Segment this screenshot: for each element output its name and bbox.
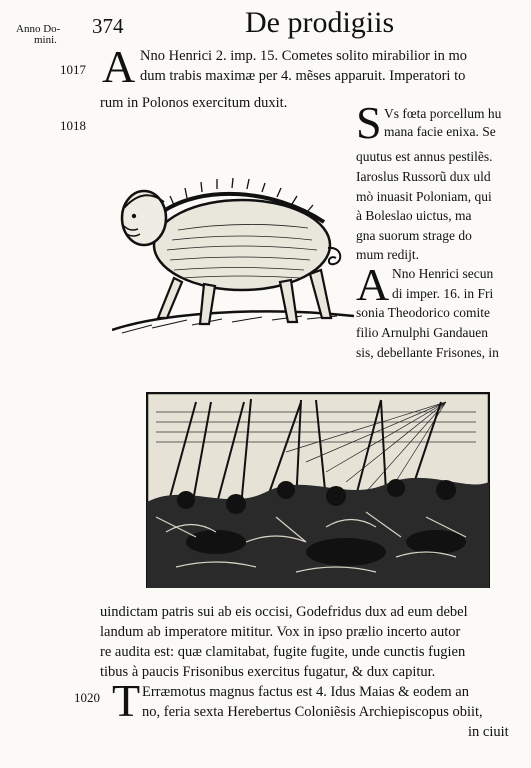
- text-line: filio Arnulphi Gandauen: [356, 325, 488, 340]
- drop-capital: T: [112, 675, 141, 726]
- year-marker: 1020: [74, 690, 100, 705]
- margin-note-line: mini.: [34, 34, 57, 46]
- text-line: gna suorum strage do: [356, 228, 472, 243]
- text-line: in ciuit: [468, 724, 509, 740]
- page-number: 374: [92, 14, 124, 38]
- margin-note-line: Anno Do-: [16, 23, 61, 35]
- year-marker: 1018: [60, 118, 86, 133]
- drop-capital: A: [102, 41, 136, 92]
- margin-note: [16, 24, 60, 46]
- text-line: no, feria sexta Herebertus Coloniẽsis Archiepiscopus obiit,: [142, 704, 483, 720]
- text-line: Erræmotus magnus factus est 4. Idus Maias & eodem an: [142, 684, 469, 700]
- text-line: mò inuasit Poloniam, qui: [356, 189, 492, 204]
- battle-woodcut: [146, 392, 490, 588]
- text-line: Iaroslus Russorũ dux uld: [356, 169, 491, 184]
- text-line: dum trabis maximæ per 4. mẽses apparuit. Imperatori to: [140, 68, 466, 84]
- running-head: De prodigiis: [245, 6, 395, 39]
- year-marker: 1017: [60, 62, 86, 77]
- text-line: Vs fœta porcellum hu: [384, 106, 502, 121]
- woodcut-illustration: [112, 170, 354, 345]
- text-line: rum in Polonos exercitum duxit.: [100, 95, 288, 111]
- text-line: uindictam patris sui ab eis occisi, Godefridus dux ad eum debel: [100, 604, 468, 620]
- text-line: Nno Henrici secun: [392, 266, 494, 281]
- text-line: re audita est: quæ clamitabat, fugite fugite, unde cunctis fugien: [100, 644, 466, 660]
- text-line: landum ab imperatore mititur. Vox in ipso prælio incerto autor: [100, 624, 461, 640]
- text-line: di imper. 16. in Fri: [392, 286, 494, 301]
- drop-capital: A: [356, 259, 390, 310]
- text-line: mana facie enixa. Se: [384, 124, 496, 139]
- drop-capital: S: [356, 97, 382, 148]
- text-line: tibus à paucis Frisonibus exercitus fugatur, & dux capitur.: [100, 664, 436, 680]
- text-line: sis, debellante Frisones, in: [356, 345, 499, 360]
- text-line: sonia Theodorico comite: [356, 305, 490, 320]
- text-line: Nno Henrici 2. imp. 15. Cometes solito mirabilior in mo: [140, 48, 468, 64]
- text-line: à Boleslao uictus, ma: [356, 208, 472, 223]
- text-line: mum redijt.: [356, 247, 419, 262]
- text-line: quutus est annus pestilẽs.: [356, 149, 493, 164]
